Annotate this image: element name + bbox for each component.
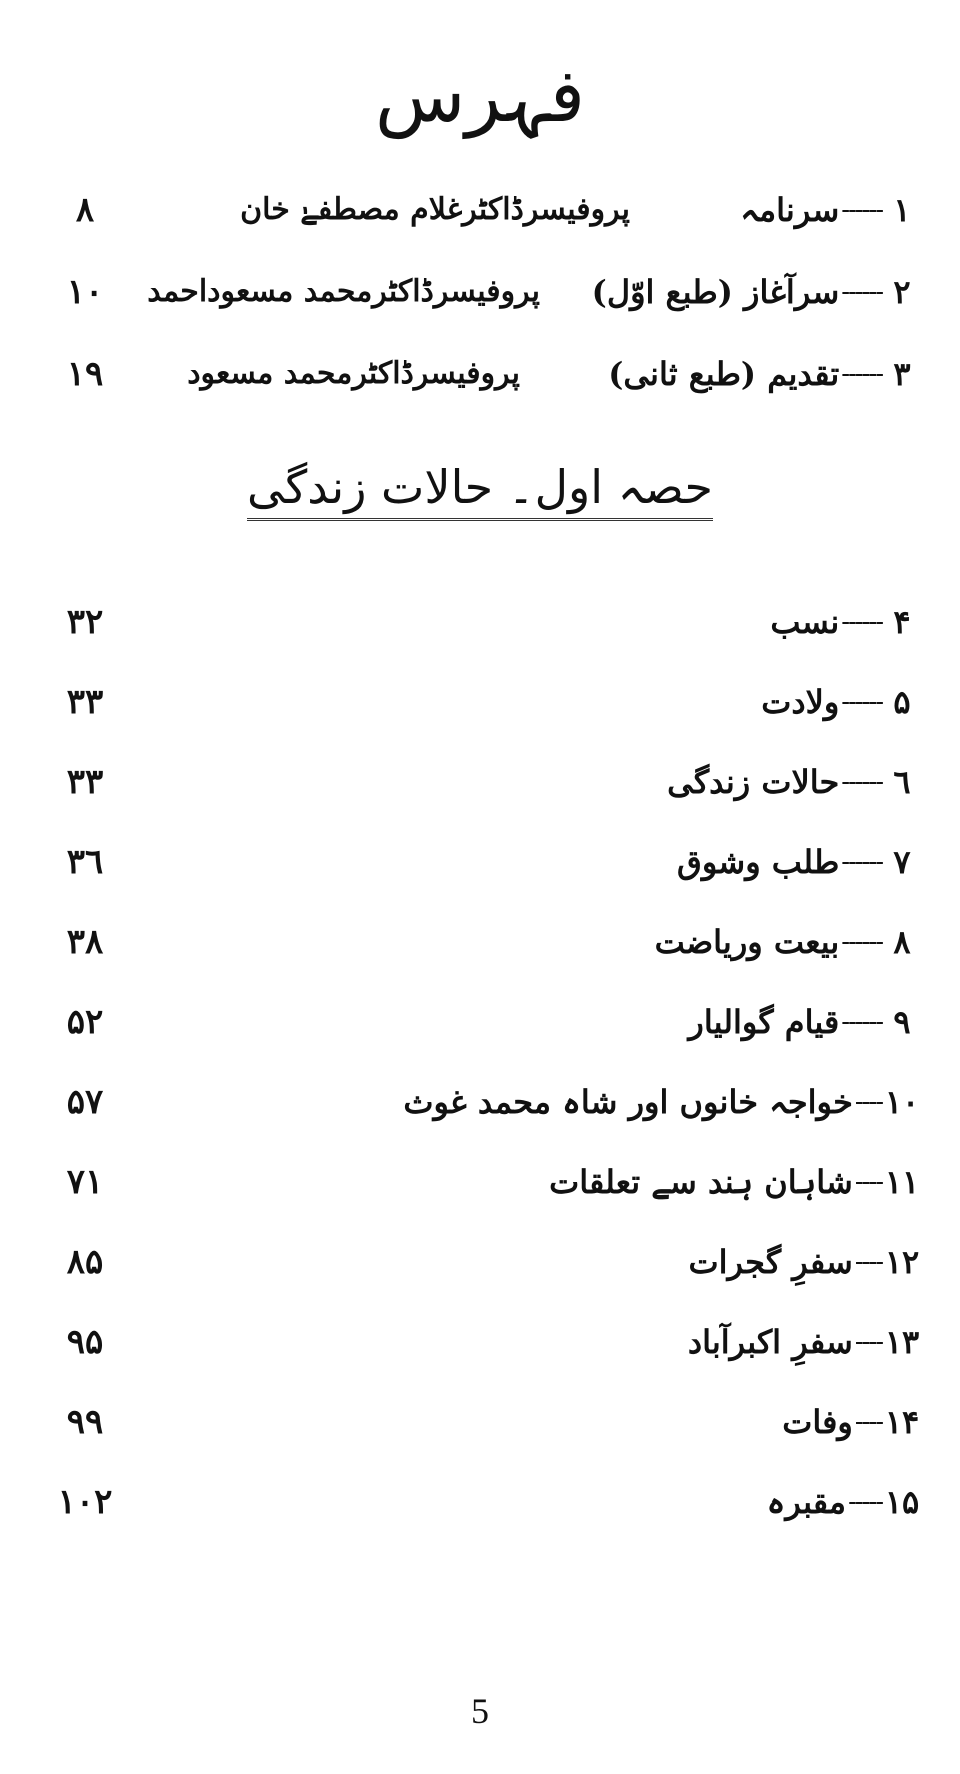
toc-entry-label: خواجہ خانوں اور شاہ محمد غوث (403, 1083, 853, 1121)
toc-entry-label: حالات زندگی (667, 763, 840, 801)
toc-entry-label: مقبرہ (766, 1483, 847, 1521)
toc-page-number: ١٠٢ (57, 1482, 113, 1522)
toc-page-number: ٨۵ (66, 1242, 104, 1282)
toc-entry-number: ٦ (893, 763, 911, 801)
toc-leader: ---- (854, 1407, 882, 1437)
toc-row (40, 1312, 920, 1372)
toc-page-number: ٣٦ (66, 842, 104, 882)
toc-leader: ------ (841, 767, 882, 797)
toc-entry-number: ١۵ (884, 1483, 920, 1521)
toc-entry-number: ٢ (893, 273, 911, 311)
toc-leader: ------ (841, 687, 882, 717)
toc-entry (770, 592, 920, 652)
toc-leader: ---- (854, 1087, 882, 1117)
page-number-footer: 5 (471, 1691, 489, 1731)
toc-author: پروفیسرڈاکٹرمحمد مسعوداحمد (147, 274, 540, 309)
toc-entry-label: سفرِ اکبرآباد (687, 1323, 853, 1361)
section-heading-text: حصہ اول۔ حالات زندگی (247, 460, 713, 521)
toc-entry-number: ١ (893, 191, 911, 229)
toc-page-number: ١٠ (66, 272, 104, 312)
toc-entry-label: تقدیم (طبع ثانی) (608, 355, 840, 393)
toc-leader: ------ (841, 927, 882, 957)
toc-entry (677, 832, 920, 892)
toc-row (40, 1232, 920, 1292)
toc-entry-number: ۵ (893, 683, 911, 721)
toc-entry-label: طلب وشوق (677, 843, 840, 881)
toc-entry (688, 992, 920, 1052)
toc-entry-number: ۴ (893, 603, 911, 641)
page-title: فہرس (375, 53, 585, 139)
toc-entry-number: ٧ (893, 843, 911, 881)
toc-row (40, 1392, 920, 1452)
toc-page-number: ۵٧ (66, 1082, 104, 1122)
toc-entry-number: ٣ (893, 355, 911, 393)
toc-entry (403, 1072, 920, 1132)
toc-leader: ------ (841, 277, 882, 307)
toc-entry-label: سرآغاز (طبع اوّل) (591, 273, 840, 311)
toc-page-number: ٨ (75, 190, 95, 230)
toc-page-number: ٣٣ (66, 682, 104, 722)
toc-entry-number: ١۴ (884, 1403, 920, 1441)
toc-leader: ------ (841, 195, 882, 225)
toc-entry-number: ١١ (884, 1163, 920, 1201)
toc-page-number: ٧١ (66, 1162, 104, 1202)
toc-row (40, 1152, 920, 1212)
toc-row (40, 752, 920, 812)
toc-leader: ------ (841, 1007, 882, 1037)
toc-row (40, 262, 920, 322)
toc-entry-label: قیام گوالیار (688, 1003, 840, 1041)
toc-row (40, 672, 920, 732)
toc-entry-number: ٩ (893, 1003, 911, 1041)
toc-row (40, 592, 920, 652)
toc-leader: ------ (841, 359, 882, 389)
toc-page-number: ١٩ (66, 354, 104, 394)
toc-row (40, 912, 920, 972)
toc-entry-number: ٨ (893, 923, 911, 961)
toc-entry-label: نسب (770, 603, 840, 641)
toc-page-number: ٩۵ (66, 1322, 104, 1362)
toc-row (40, 180, 920, 240)
toc-page-number: ٣٣ (66, 762, 104, 802)
toc-entry (667, 752, 920, 812)
toc-author: پروفیسرڈاکٹرغلام مصطفےٰ خان (240, 192, 630, 227)
toc-leader: ------ (841, 607, 882, 637)
toc-page-number: ٣٢ (66, 602, 104, 642)
toc-entry-label: سرنامہ (740, 191, 840, 229)
toc-entry (608, 344, 920, 404)
toc-entry (549, 1152, 920, 1212)
toc-entry-number: ١٠ (884, 1083, 920, 1121)
toc-row (40, 344, 920, 404)
section-heading (0, 460, 960, 521)
toc-leader: ----- (848, 1487, 882, 1517)
toc-entry (767, 1472, 920, 1532)
toc-entry (688, 1312, 920, 1372)
toc-entry (592, 262, 920, 322)
toc-entry-label: ولادت (761, 683, 840, 721)
toc-entry-label: شاہان ہند سے تعلقات (549, 1163, 853, 1201)
toc-leader: ---- (854, 1247, 882, 1277)
toc-entry-number: ١٢ (884, 1243, 920, 1281)
toc-leader: ---- (854, 1327, 882, 1357)
toc-entry-label: بیعت وریاضت (654, 923, 840, 961)
toc-leader: ---- (854, 1167, 882, 1197)
toc-row (40, 1472, 920, 1532)
toc-page-number: ٩٩ (66, 1402, 104, 1442)
toc-entry-label: وفات (782, 1403, 853, 1441)
toc-entry (782, 1392, 920, 1452)
toc-leader: ------ (841, 847, 882, 877)
toc-entry (689, 1232, 921, 1292)
toc-entry-label: سفرِ گجرات (688, 1243, 853, 1281)
toc-row (40, 832, 920, 892)
toc-entry (761, 672, 920, 732)
toc-row (40, 1072, 920, 1132)
toc-page-number: ٣٨ (66, 922, 104, 962)
toc-row (40, 992, 920, 1052)
toc-entry (655, 912, 920, 972)
toc-page-number: ۵٢ (66, 1002, 104, 1042)
toc-author: پروفیسرڈاکٹرمحمد مسعود (187, 356, 520, 391)
toc-entry-number: ١٣ (884, 1323, 920, 1361)
toc-entry (740, 180, 920, 240)
